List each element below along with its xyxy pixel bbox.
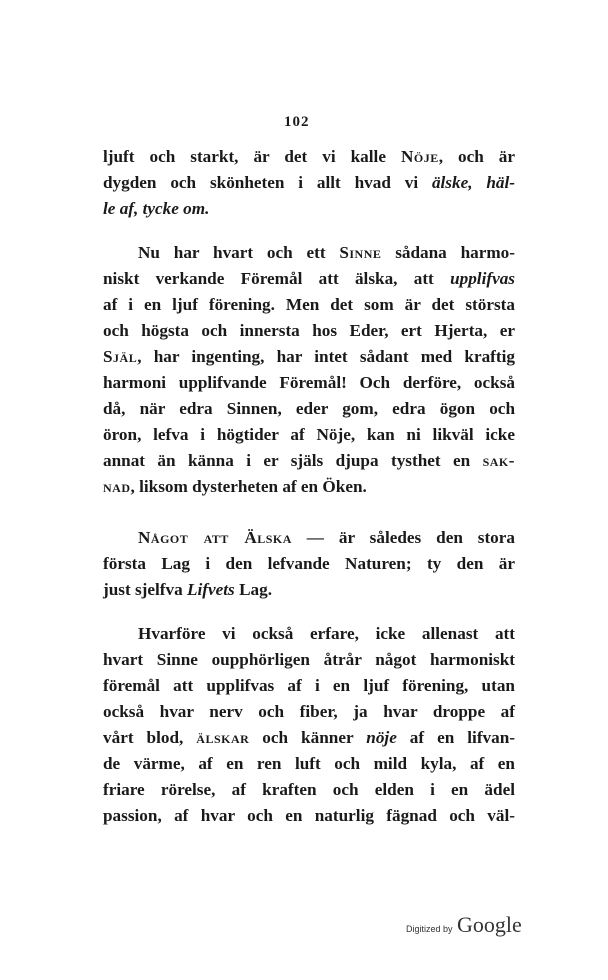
text-line (103, 753, 515, 775)
text-segment: också hvar nerv och fiber, ja hvar droppe af (103, 702, 515, 721)
text-segment: föremål att upplifvas af i en ljuf förening, utan (103, 676, 515, 695)
text-line (103, 398, 515, 420)
italic-term: nöje (366, 728, 397, 747)
digitized-watermark (406, 912, 522, 938)
text-segment: Hvarföre vi också erfare, icke allenast att (138, 624, 515, 643)
text-segment: dygden och skönheten i allt hvad vi (103, 173, 432, 192)
text-line (103, 372, 515, 394)
text-segment: , liksom dysterheten af en Öken. (130, 477, 367, 496)
italic-term: le af, tycke om. (103, 199, 210, 218)
text-segment: och känner (249, 728, 367, 747)
text-line (103, 172, 515, 194)
text-segment: just sjelfva (103, 580, 188, 599)
italic-term: Lifvets (187, 580, 235, 599)
text-line (103, 268, 515, 290)
text-line (103, 805, 515, 827)
small-caps-term: Nöje (400, 147, 439, 166)
text-line (103, 476, 515, 498)
text-segment: , har ingenting, har intet sådant med kraftig (137, 347, 515, 366)
text-line (103, 701, 515, 723)
text-line (103, 779, 515, 801)
text-segment: niskt verkande Föremål att älska, att (103, 269, 451, 288)
text-segment: af i en ljuf förening. Men det som är det största (103, 295, 515, 314)
small-caps-term: älskar (196, 728, 250, 747)
text-segment: friare rörelse, af kraften och elden i en ädel (103, 780, 515, 799)
text-line (138, 623, 515, 645)
text-segment: — är således den stora (291, 528, 515, 547)
italic-term: älske, häl- (431, 173, 515, 192)
text-segment: sådana harmo- (381, 243, 515, 262)
watermark-prefix: Digitized by (406, 924, 453, 934)
text-segment: Nu har hvart och ett (138, 243, 340, 262)
watermark-brand: Google (456, 912, 522, 937)
text-line (138, 527, 515, 549)
text-segment: af en lifvan- (396, 728, 516, 747)
text-segment: då, när edra Sinnen, eder gom, edra ögon och (103, 399, 515, 418)
text-line (103, 649, 515, 671)
text-segment: de värme, af en ren luft och mild kyla, af en (103, 754, 515, 773)
text-segment: harmoni upplifvande Föremål! Och derföre, också (103, 373, 515, 392)
text-line (103, 198, 515, 220)
small-caps-term: Något att Älska (138, 528, 292, 547)
italic-term: upplifvas (450, 269, 515, 288)
text-line (103, 320, 515, 342)
text-segment: annat än känna i er själs djupa tysthet en (103, 451, 483, 470)
text-segment: hvart Sinne oupphörligen åtrår något harmoniskt (103, 650, 515, 669)
small-caps-term: sak- (482, 451, 515, 470)
text-line (103, 675, 515, 697)
text-segment: öron, lefva i högtider af Nöje, kan ni likväl icke (103, 425, 515, 444)
text-line (103, 146, 515, 168)
text-segment: vårt blod, (103, 728, 197, 747)
text-segment: ljuft och starkt, är det vi kalle (103, 147, 401, 166)
text-segment: passion, af hvar och en naturlig fägnad och väl- (103, 806, 515, 825)
small-caps-term: Själ (103, 347, 138, 366)
text-segment: och högsta och innersta hos Eder, ert Hjerta, er (103, 321, 515, 340)
text-line (103, 294, 515, 316)
text-segment: Lag. (234, 580, 273, 599)
text-line (103, 579, 515, 601)
text-line (103, 553, 515, 575)
text-segment: , och är (438, 147, 515, 166)
page-number: 102 (284, 114, 310, 130)
text-line (103, 727, 515, 749)
small-caps-term: nad (103, 477, 131, 496)
text-line (103, 450, 515, 472)
text-line (103, 424, 515, 446)
small-caps-term: Sinne (339, 243, 382, 262)
text-line (103, 346, 515, 368)
text-line (138, 242, 515, 264)
text-segment: första Lag i den lefvande Naturen; ty den är (103, 554, 515, 573)
